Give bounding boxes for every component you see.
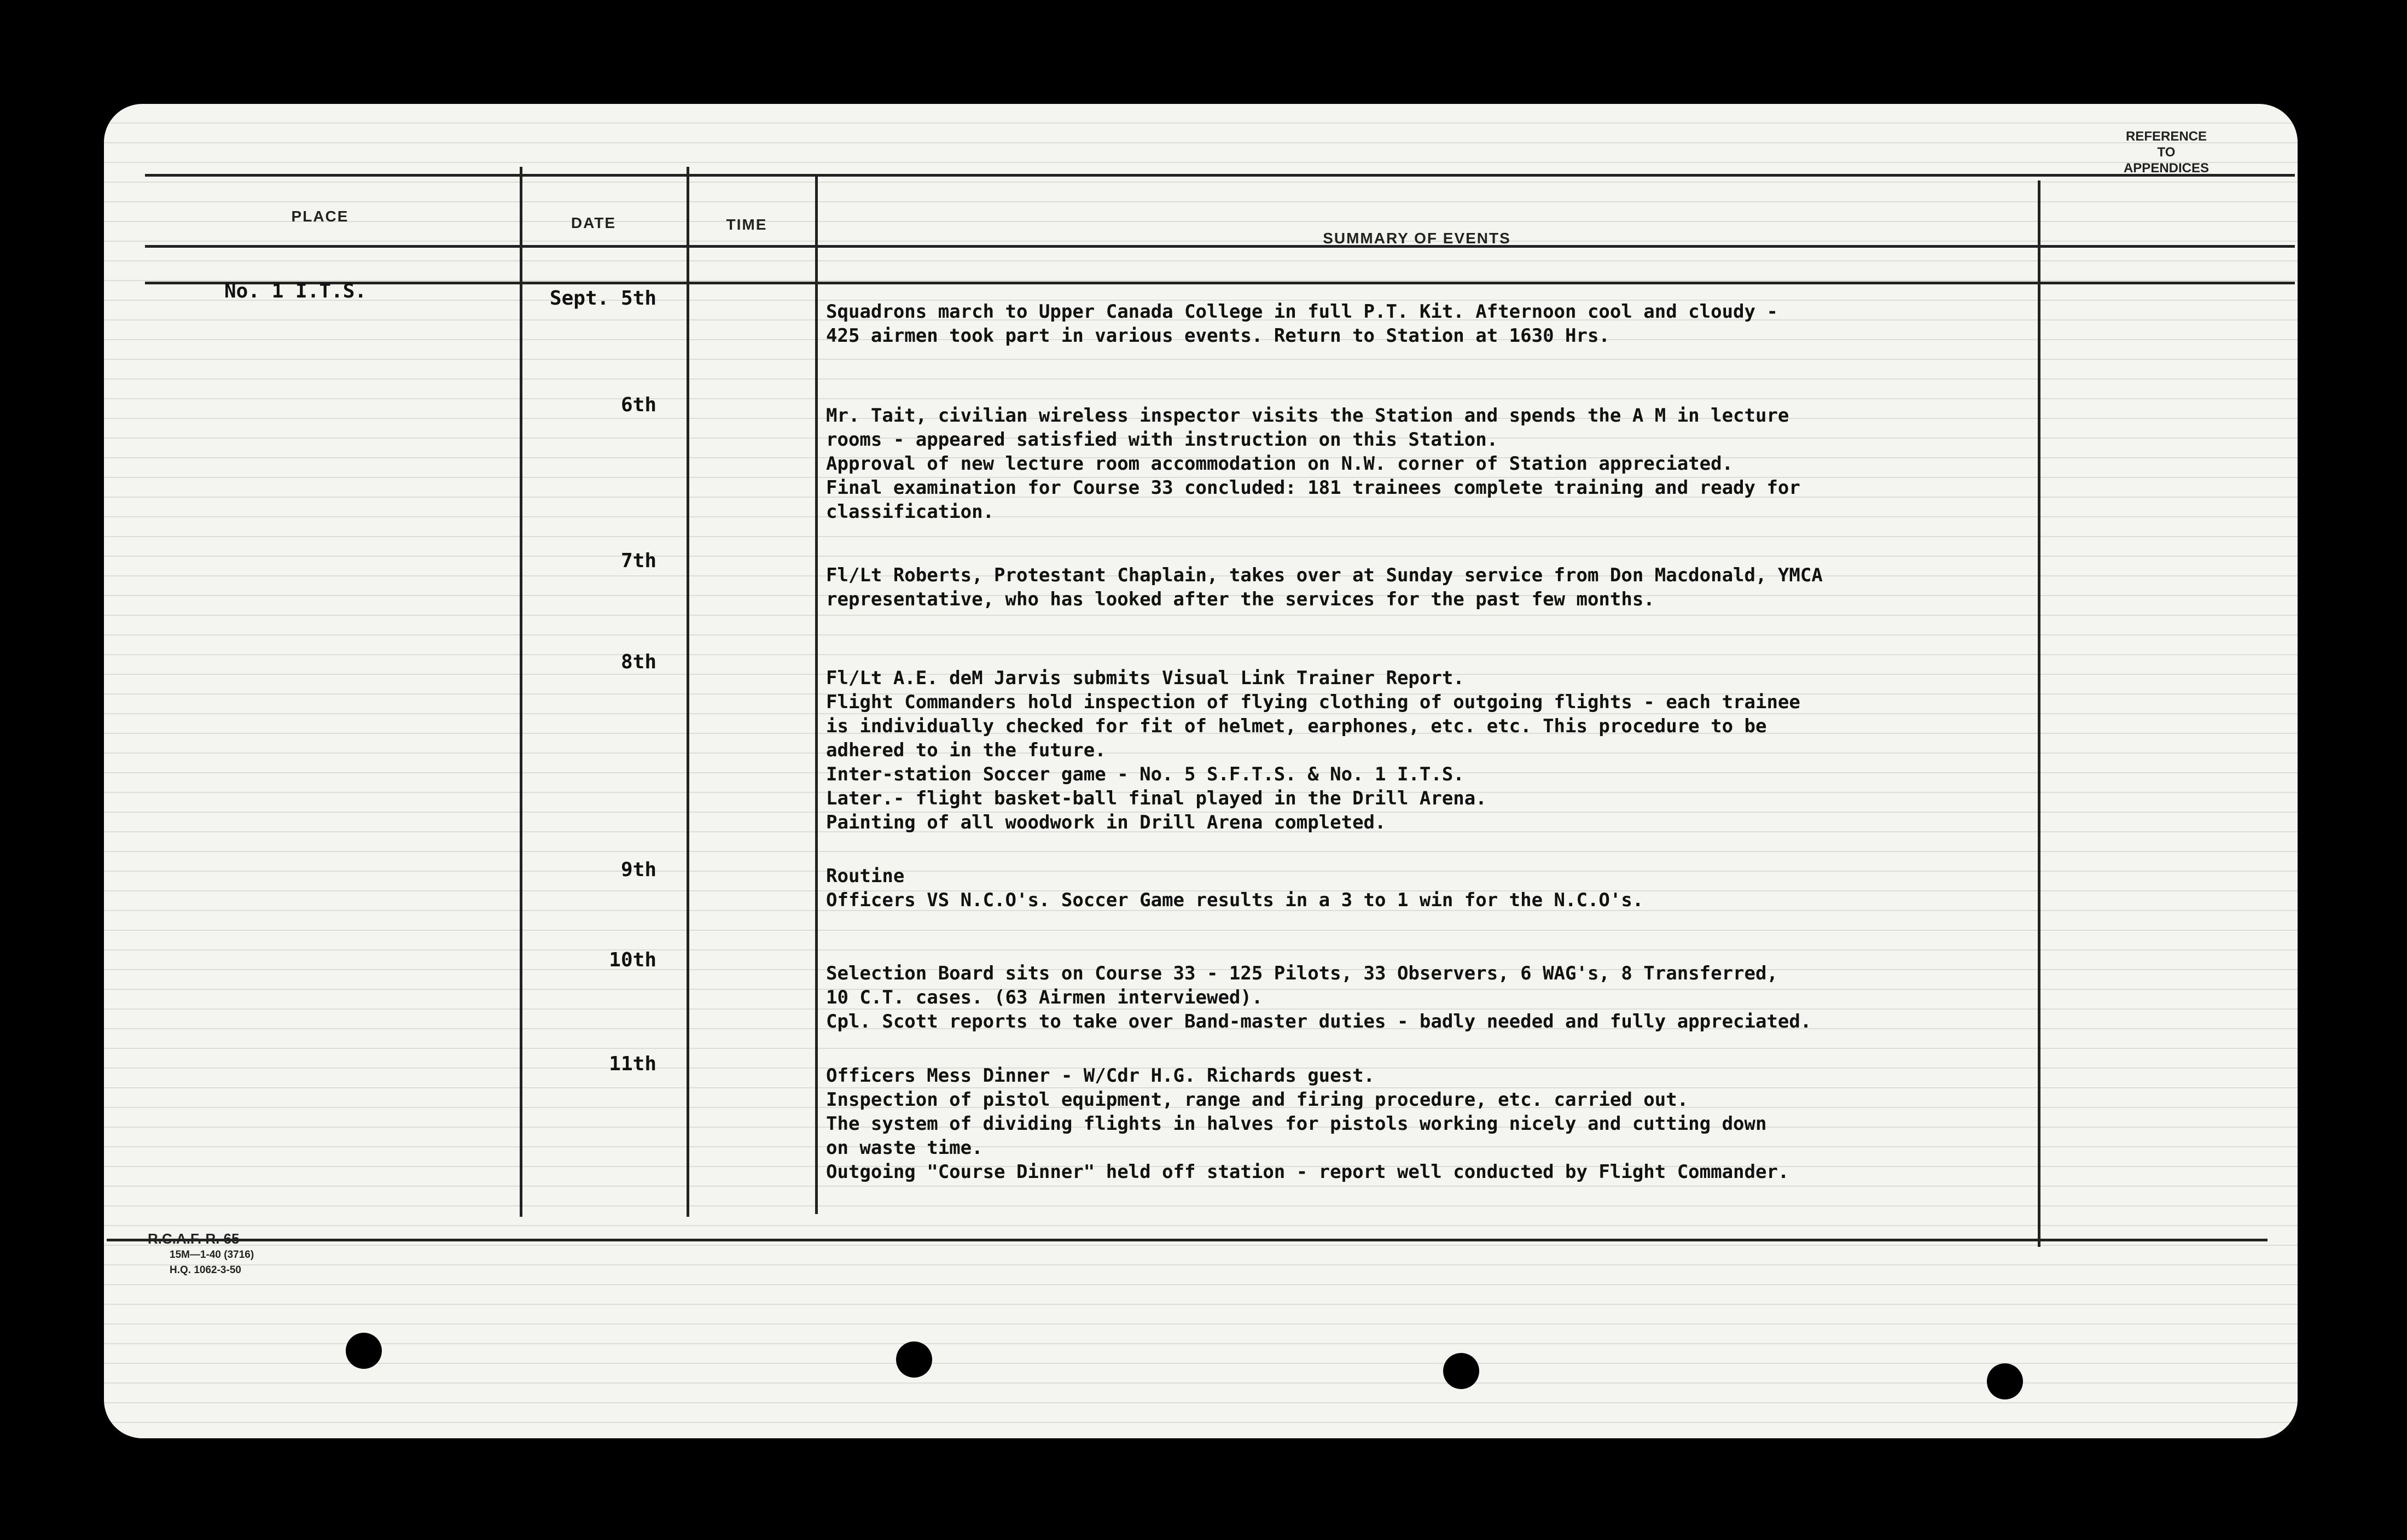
- summary-line: adhered to in the future.: [826, 739, 1106, 761]
- form-number-line1: R.C.A.F. R. 65: [148, 1230, 240, 1247]
- reference-column-header: [2051, 129, 2281, 176]
- summary-line: Flight Commanders hold inspection of flying clothing of outgoing flights - each trainee: [826, 691, 1800, 713]
- punch-hole: [346, 1333, 382, 1369]
- entry-date: 9th: [620, 859, 656, 881]
- summary-line: Approval of new lecture room accommodation on N.W. corner of Station appreciated.: [826, 453, 1734, 475]
- summary-line: Painting of all woodwork in Drill Arena completed.: [826, 812, 1386, 833]
- summary-line: Routine: [826, 865, 905, 887]
- summary-line: The system of dividing flights in halves for pistols working nicely and cutting down: [826, 1113, 1767, 1135]
- summary-line: Fl/Lt A.E. deM Jarvis submits Visual Link Trainer Report.: [826, 667, 1464, 689]
- entry-summary: [826, 666, 2030, 835]
- column-divider-summary-reference: [2038, 180, 2040, 1247]
- summary-line: Squadrons march to Upper Canada College in full P.T. Kit. Afternoon cool and cloudy -: [826, 301, 1778, 323]
- form-number: [148, 1230, 254, 1278]
- entry-summary: [826, 1064, 2030, 1184]
- column-divider-date-time: [687, 167, 689, 1217]
- summary-line: representative, who has looked after the services for the past few months.: [826, 588, 1655, 610]
- entry-date: 6th: [620, 394, 656, 416]
- reference-header-line2: TO: [2157, 145, 2176, 160]
- summary-line: Inter-station Soccer game - No. 5 S.F.T.S. & No. 1 I.T.S.: [826, 763, 1464, 785]
- header-mid-rule: [145, 245, 2295, 248]
- summary-line: 10 C.T. cases. (63 Airmen interviewed).: [826, 987, 1263, 1008]
- summary-line: rooms - appeared satisfied with instruction on this Station.: [826, 429, 1498, 451]
- summary-line: Inspection of pistol equipment, range and firing procedure, etc. carried out.: [826, 1089, 1689, 1111]
- place-value: No. 1 I.T.S.: [224, 280, 367, 302]
- summary-line: Cpl. Scott reports to take over Band-master duties - badly needed and fully appreciated.: [826, 1011, 1812, 1032]
- entry-date: 10th: [609, 949, 656, 971]
- punch-hole: [1987, 1363, 2023, 1399]
- entry-summary: [826, 300, 2030, 348]
- place-column-header: PLACE: [291, 208, 349, 225]
- summary-line: Mr. Tait, civilian wireless inspector visits the Station and spends the A M in lecture: [826, 405, 1789, 427]
- summary-line: Final examination for Course 33 concluded: 181 trainees complete training and ready for: [826, 477, 1800, 499]
- form-number-line2: 15M—1-40 (3716): [170, 1249, 254, 1261]
- punch-hole: [896, 1341, 932, 1378]
- summary-line: 425 airmen took part in various events. Return to Station at 1630 Hrs.: [826, 325, 1610, 347]
- column-divider-time-summary: [815, 175, 818, 1214]
- entry-summary: [826, 961, 2030, 1034]
- reference-header-line1: REFERENCE: [2125, 129, 2207, 144]
- summary-line: Officers Mess Dinner - W/Cdr H.G. Richards guest.: [826, 1065, 1375, 1087]
- summary-line: classification.: [826, 501, 995, 523]
- entry-date: 7th: [620, 550, 656, 572]
- summary-line: on waste time.: [826, 1137, 983, 1159]
- entry-summary: [826, 864, 2030, 912]
- entry-date: 11th: [609, 1053, 656, 1075]
- header-bottom-rule: [145, 282, 2295, 284]
- form-number-line3: H.Q. 1062-3-50: [170, 1264, 241, 1276]
- column-divider-place-date: [520, 167, 522, 1217]
- reference-header-line3: APPENDICES: [2123, 161, 2210, 176]
- summary-line: Later.- flight basket-ball final played in the Drill Arena.: [826, 788, 1487, 809]
- summary-line: Outgoing "Course Dinner" held off station - report well conducted by Flight Commander.: [826, 1161, 1789, 1183]
- entry-date: 8th: [620, 651, 656, 673]
- summary-line: Officers VS N.C.O's. Soccer Game results in a 3 to 1 win for the N.C.O's.: [826, 889, 1644, 911]
- entry-date: Sept. 5th: [549, 287, 656, 310]
- entry-summary: [826, 563, 2030, 611]
- summary-line: Selection Board sits on Course 33 - 125 Pilots, 33 Observers, 6 WAG's, 8 Transferred,: [826, 962, 1778, 984]
- time-column-header: TIME: [726, 216, 768, 233]
- summary-column-header: SUMMARY OF EVENTS: [1323, 230, 1511, 247]
- date-column-header: DATE: [571, 214, 617, 231]
- punch-hole: [1443, 1353, 1479, 1389]
- header-top-rule: [145, 174, 2295, 177]
- footer-rule: [107, 1239, 2268, 1241]
- summary-line: Fl/Lt Roberts, Protestant Chaplain, takes over at Sunday service from Don Macdonald, YMCA: [826, 564, 1823, 586]
- summary-line: is individually checked for fit of helmet, earphones, etc. etc. This procedure to be: [826, 715, 1767, 737]
- entry-summary: [826, 404, 2030, 524]
